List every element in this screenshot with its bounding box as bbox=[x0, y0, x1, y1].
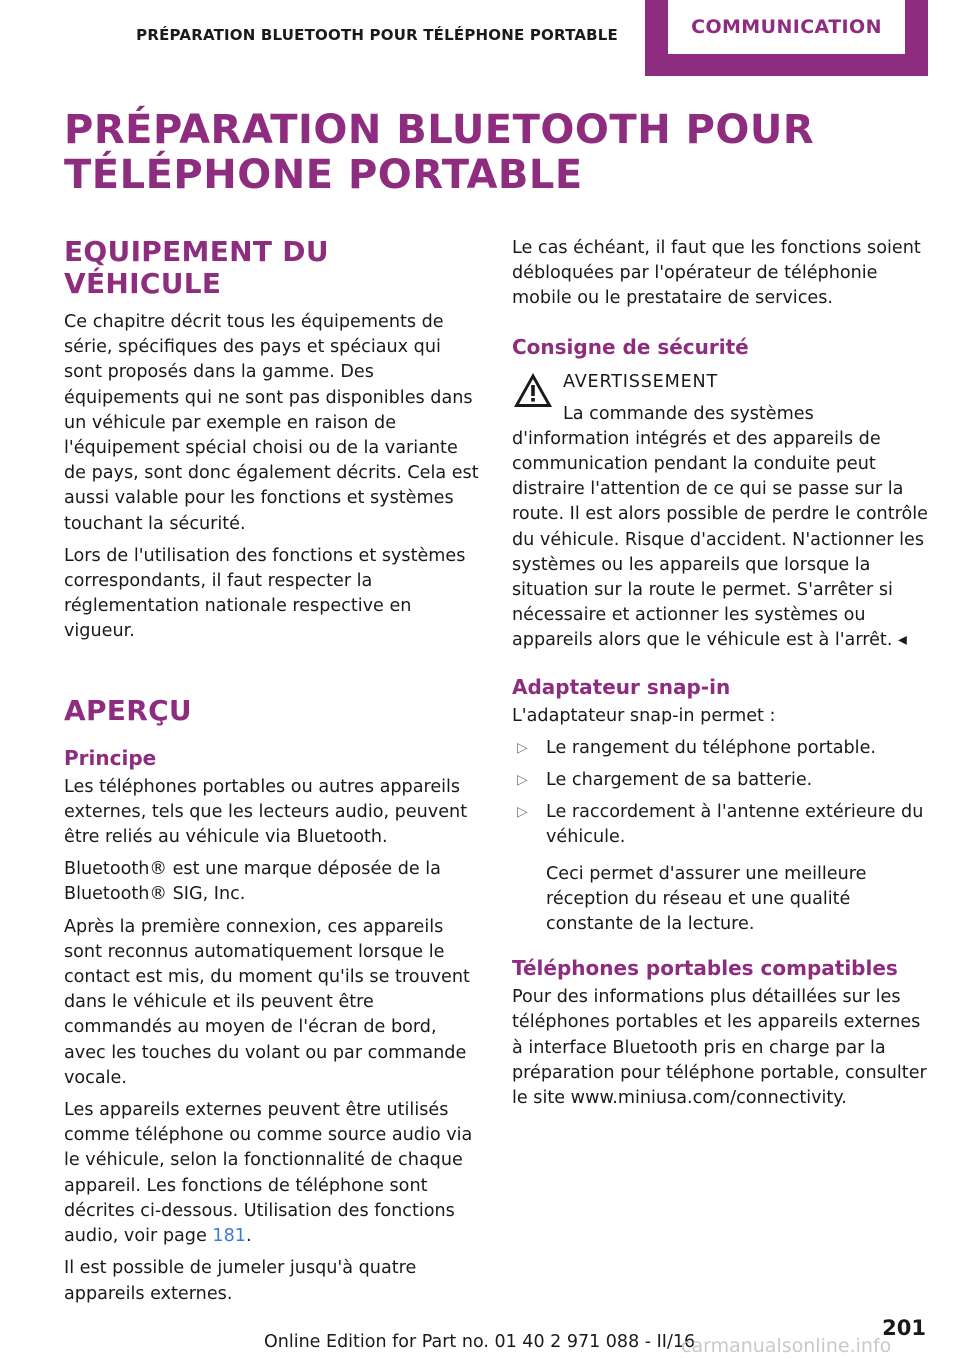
compatibles-body: Pour des informations plus détaillées sur les téléphones portables et les appareils externes à interface Bluetooth pris en charge par la préparation pour téléphone portable, consulter le site www.miniusa.com/connectivity. bbox=[512, 987, 927, 1109]
apercu-heading: APERÇU bbox=[64, 693, 192, 727]
list-item bbox=[512, 800, 932, 850]
warning-triangle-icon bbox=[512, 370, 554, 410]
page-footer bbox=[0, 1316, 960, 1362]
chapter-tab-label: COMMUNICATION bbox=[668, 0, 905, 54]
warning-title: AVERTISSEMENT bbox=[563, 371, 718, 392]
principe-heading: Principe bbox=[64, 745, 157, 770]
page-title: PRÉPARATION BLUETOOTH POUR TÉLÉPHONE PORTABLE bbox=[64, 107, 815, 198]
chapter-tab bbox=[645, 0, 928, 76]
warning-body-text: La commande des systèmes d'information intégrés et des appareils de communication pendant la conduite peut distraire l'attention de ce qui se passe sur la route. Il est alors possible de perdre le contrôle du véhicule. Risque d'accident. N'actionner les systèmes ou les appareils que lorsque la situation sur la route le permet. S'arrêter si nécessaire et actionner les systèmes ou appareils alors que le véhicule est à l'arrêt. bbox=[512, 403, 928, 651]
principe-paragraph-1: Les téléphones portables ou autres appareils externes, tels que les lecteurs audio, peuvent être reliés au véhicule via Bluetooth. bbox=[64, 776, 468, 848]
equipement-heading: EQUIPEMENT DU VÉHICULE bbox=[64, 235, 329, 300]
list-item-text: Le raccordement à l'antenne extérieure du véhicule. bbox=[546, 802, 924, 848]
principe-paragraph-4-end: . bbox=[245, 1226, 252, 1247]
principe-paragraph-3: Après la première connexion, ces appareils sont reconnus automatiquement lorsque le contact est mis, du moment qu'ils se trouvent dans le véhicule et ils peuvent être commandés au moyen de l'écran de bord, avec les touches du volant ou par commande vocale. bbox=[64, 916, 470, 1088]
page-reference-link[interactable]: 181 bbox=[212, 1226, 246, 1247]
list-item-text: Le rangement du téléphone portable. bbox=[546, 737, 876, 758]
bullet-triangle-icon: ▷ bbox=[517, 772, 528, 789]
end-mark-icon: ◂ bbox=[898, 630, 907, 651]
page-header bbox=[0, 0, 960, 76]
bullet-triangle-icon: ▷ bbox=[517, 739, 528, 756]
running-header-section: PRÉPARATION BLUETOOTH POUR TÉLÉPHONE PORTABLE bbox=[136, 26, 618, 44]
principe-paragraph-4 bbox=[64, 1098, 480, 1249]
list-item-text: Le chargement de sa batterie. bbox=[546, 770, 813, 791]
watermark: carmanualsonline.info bbox=[681, 1335, 892, 1357]
page-number: 201 bbox=[882, 1316, 926, 1340]
compatibles-heading: Téléphones portables compatibles bbox=[512, 956, 898, 981]
right-column bbox=[512, 236, 932, 1118]
left-column bbox=[64, 236, 480, 1314]
snapin-intro: L'adaptateur snap-in permet : bbox=[512, 705, 776, 726]
edition-note: Online Edition for Part no. 01 40 2 971 088 - II/16 bbox=[264, 1332, 696, 1352]
equipement-paragraph-1: Ce chapitre décrit tous les équipements de série, spécifiques des pays et spéciaux qui sont proposés dans la gamme. Des équipements qui ne sont pas disponibles dans un véhicule par exemple en raison de l'équipement spécial choisi ou de la variante de pays, sont donc également décrits. Cela est aussi valable pour les fonctions et systèmes touchant la sécurité. bbox=[64, 312, 479, 534]
equipement-paragraph-2: Lors de l'utilisation des fonctions et systèmes correspondants, il faut respecter la réglementation nationale respective en vigueur. bbox=[64, 545, 466, 642]
list-item bbox=[512, 768, 932, 793]
list-item bbox=[512, 736, 932, 761]
snapin-sub-note: Ceci permet d'assurer une meilleure réception du réseau et une qualité constante de la lecture. bbox=[546, 863, 867, 935]
principe-paragraph-2: Bluetooth® est une marque déposée de la Bluetooth® SIG, Inc. bbox=[64, 859, 441, 905]
warning-block bbox=[512, 370, 932, 654]
principe-paragraph-4-text: Les appareils externes peuvent être utilisés comme téléphone ou comme source audio via le véhicule, selon la fonctionnalité de chaque appareil. Les fonctions de téléphone sont décrites ci-dessous. Utilisation des fonctions audio, voir page bbox=[64, 1100, 473, 1247]
principe-paragraph-5: Il est possible de jumeler jusqu'à quatre appareils externes. bbox=[64, 1258, 417, 1304]
snapin-heading: Adaptateur snap-in bbox=[512, 674, 731, 699]
intro-paragraph: Le cas échéant, il faut que les fonctions soient débloquées par l'opérateur de téléphonie mobile ou le prestataire de services. bbox=[512, 238, 921, 309]
securite-heading: Consigne de sécurité bbox=[512, 334, 749, 359]
snapin-list bbox=[512, 736, 932, 851]
bullet-triangle-icon: ▷ bbox=[517, 804, 528, 821]
warning-body bbox=[512, 402, 932, 654]
